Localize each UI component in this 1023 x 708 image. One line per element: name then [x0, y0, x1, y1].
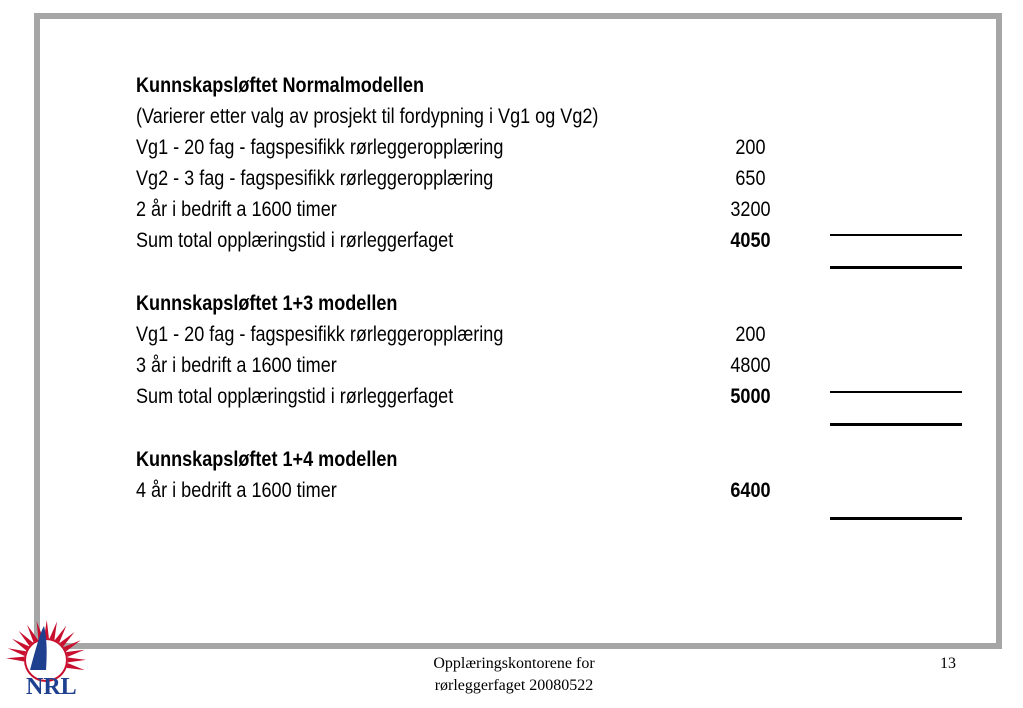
section-normalmodellen-title: Kunnskapsløftet Normalmodellen [136, 74, 425, 97]
row-label: (Varierer etter valg av prosjekt til fordypning i Vg1 og Vg2) [136, 105, 599, 128]
table-row [136, 319, 817, 350]
total-rule [830, 517, 962, 520]
total-rule [830, 266, 962, 269]
row-label: Sum total opplæringstid i rørleggerfaget [136, 385, 454, 408]
sun-ray [68, 658, 86, 663]
sun-ray [67, 650, 85, 657]
total-value: 5000 [730, 385, 771, 408]
row-value: 4800 [730, 354, 771, 377]
table-row [136, 350, 817, 381]
section-1-3-modellen-title: Kunnskapsløftet 1+3 modellen [136, 292, 398, 315]
row-value: 3200 [730, 198, 771, 221]
total-value: 6400 [730, 479, 771, 502]
sun-ray [50, 622, 57, 640]
footer-line-1: Opplæringskontorene for [433, 655, 595, 672]
slide-content [136, 70, 817, 506]
row-label: Vg1 - 20 fag - fagspesifikk rørleggeropplæring [136, 323, 504, 346]
nrl-sun-logo-icon [0, 612, 92, 704]
row-label: Sum total opplæringstid i rørleggerfaget [136, 229, 454, 252]
footer-line-2: rørleggerfaget 20080522 [434, 677, 594, 694]
table-row [136, 101, 817, 132]
total-rule [830, 423, 962, 426]
table-row [136, 194, 817, 225]
row-label: Vg1 - 20 fag - fagspesifikk rørleggeropplæring [136, 136, 504, 159]
row-label: 3 år i bedrift a 1600 timer [136, 354, 337, 377]
total-row [136, 381, 817, 412]
page-number: 13 [940, 655, 956, 672]
row-label: 4 år i bedrift a 1600 timer [136, 479, 337, 502]
total-value: 4050 [730, 229, 771, 252]
sun-ray [6, 657, 24, 662]
sun-ray [67, 663, 85, 670]
sun-ray [8, 648, 26, 656]
table-row [136, 163, 817, 194]
row-value: 650 [735, 167, 766, 190]
row-value: 200 [735, 136, 766, 159]
section-1-4-modellen-title: Kunnskapsløftet 1+4 modellen [136, 448, 398, 471]
subtotal-rule [830, 234, 962, 236]
row-value: 200 [735, 323, 766, 346]
row-label: Vg2 - 3 fag - fagspesifikk rørleggeropplæring [136, 167, 494, 190]
table-row [136, 132, 817, 163]
total-row [136, 475, 817, 506]
logo-text: NRL [26, 674, 77, 700]
footer-text [380, 653, 648, 697]
row-label: 2 år i bedrift a 1600 timer [136, 198, 337, 221]
subtotal-rule [830, 391, 962, 393]
total-row [136, 225, 817, 256]
